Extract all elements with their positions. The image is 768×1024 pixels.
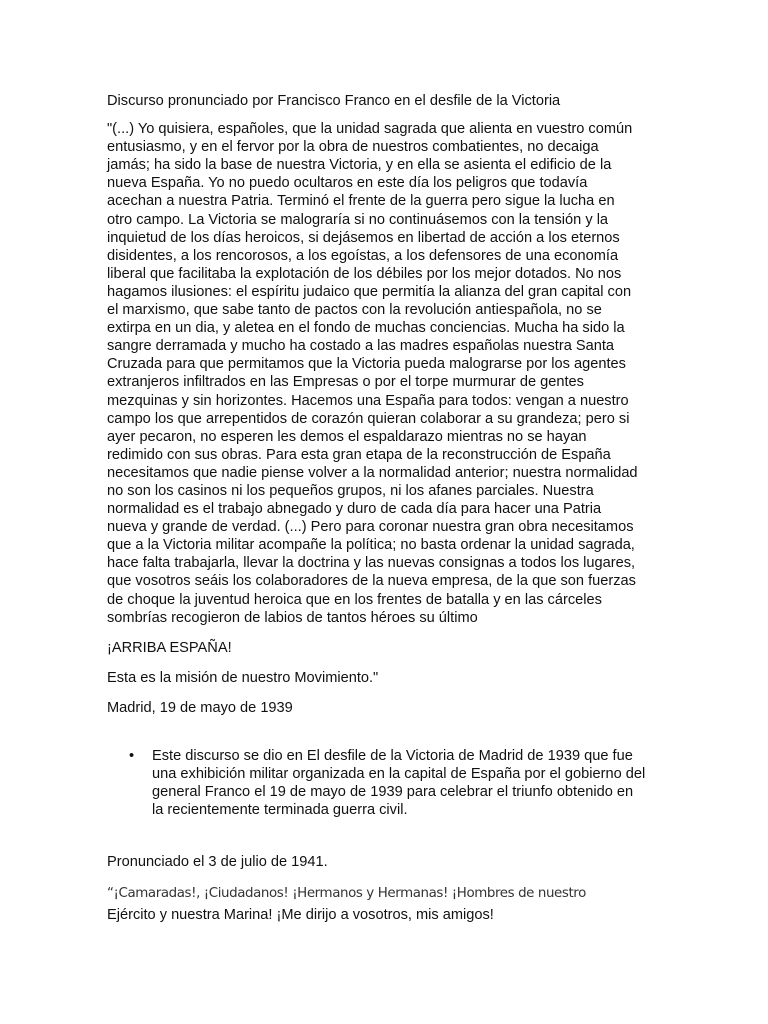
- speech-text: [107, 120, 667, 627]
- bullet-icon: •: [129, 748, 135, 764]
- bullet-text: [152, 747, 667, 819]
- speech-line: de choque la juventud heroica que en los frentes de batalla y en las cárceles: [107, 591, 602, 608]
- speech-line: mezquinas y sin horizontes. Hacemos una España para todos: vengan a nuestro: [107, 392, 629, 409]
- speech-line: "(...) Yo quisiera, españoles, que la unidad sagrada que alienta en vuestro común: [107, 121, 633, 138]
- speech-line: redimido con sus obras. Para esta gran etapa de la reconstrucción de España: [107, 446, 611, 463]
- speech-line: Cruzada para que permitamos que la Victoria pueda malograrse por los agentes: [107, 356, 626, 373]
- bullet-line: la recientemente terminada guerra civil.: [152, 802, 408, 819]
- exclamation-line: ¡ARRIBA ESPAÑA!: [107, 639, 232, 656]
- speech-line: liberal que facilitaba la explotación de los débiles por los mejor dotados. No nos: [107, 265, 622, 282]
- speech-line: extranjeros infiltrados en las Empresas o por el torpe murmurar de gentes: [107, 374, 584, 391]
- speech-line: ayer pecaron, no esperen les demos el espaldarazo mientras no se hayan: [107, 428, 587, 445]
- spacer: [107, 717, 667, 747]
- speech-line: el marxismo, que sabe tanto de pactos con la revolución antiespañola, no se: [107, 302, 602, 319]
- speech-line: disidentes, a los rencorosos, a los egoístas, a los defensores de una economía: [107, 247, 619, 264]
- speech-line: nueva España. Yo no puedo ocultaros en este día los peligros que todavía: [107, 175, 588, 192]
- speech-line: no son los casinos ni los pequeños grupos, ni los afanes parciales. Nuestra: [107, 482, 594, 499]
- speech-line: sangre derramada y mucho ha costado a las madres españolas nuestra Santa: [107, 338, 615, 355]
- speech-line: campo los que arrepentidos de corazón quieran colaborar a su grandeza; pero si: [107, 410, 630, 427]
- place-date-line: Madrid, 19 de mayo de 1939: [107, 699, 293, 716]
- mission-line: Esta es la misión de nuestro Movimiento.": [107, 669, 379, 686]
- speech-line: hagamos ilusiones: el espíritu judaico que permitía la alianza del gran capital con: [107, 283, 632, 300]
- bullet-note: [107, 747, 667, 819]
- speech-line: entusiasmo, y en el fervor por la obra de nuestros combatientes, no decaiga: [107, 139, 599, 156]
- second-speech-line-2: Ejército y nuestra Marina! ¡Me dirijo a vosotros, mis amigos!: [107, 906, 494, 923]
- speech-line: inquietud de los días heroicos, si dejásemos en libertad de acción a los eternos: [107, 229, 620, 246]
- second-date-line: Pronunciado el 3 de julio de 1941.: [107, 854, 328, 871]
- speech-line: hace falta trabajarla, llevar la doctrina y las nuevas consignas a todos los lugares,: [107, 555, 636, 572]
- speech-line: nueva y grande de verdad. (...) Pero para coronar nuestra gran obra necesitamos: [107, 519, 634, 536]
- speech-line: sombrías recogieron de labios de tantos héroes su último: [107, 609, 478, 626]
- bullet-line: general Franco el 19 de mayo de 1939 para celebrar el triunfo obtenido en: [152, 784, 634, 801]
- speech-line: jamás; ha sido la base de nuestra Victoria, y en ella se asienta el edificio de la: [107, 157, 612, 174]
- speech-line: normalidad es el trabajo abnegado y duro de cada día para hacer una Patria: [107, 501, 602, 518]
- document-page: [107, 92, 667, 924]
- second-speech-line-1: “¡Camaradas!, ¡Ciudadanos! ¡Hermanos y Hermanas! ¡Hombres de nuestro: [107, 886, 586, 902]
- speech-line: necesitamos que nadie piense volver a la normalidad anterior; nuestra normalidad: [107, 464, 638, 481]
- speech-line: otro campo. La Victoria se malograría si no continuásemos con la tensión y la: [107, 211, 609, 228]
- speech-line: que vosotros seáis los colaboradores de la nueva empresa, de la que son fuerzas: [107, 573, 636, 590]
- document-heading: Discurso pronunciado por Francisco Franco en el desfile de la Victoria: [107, 93, 561, 109]
- bullet-line: Este discurso se dio en El desfile de la Victoria de Madrid de 1939 que fue: [152, 748, 633, 764]
- bullet-line: una exhibición militar organizada en la capital de España por el gobierno del: [152, 766, 646, 783]
- speech-line: que a la Victoria militar acompañe la política; no basta ordenar la unidad sagrada,: [107, 537, 635, 554]
- speech-line: acechan a nuestra Patria. Terminó el frente de la guerra pero sigue la lucha en: [107, 193, 615, 210]
- speech-line: extirpa en un dia, y aletea en el fondo de muchas conciencias. Mucha ha sido la: [107, 320, 625, 337]
- spacer: [107, 819, 667, 853]
